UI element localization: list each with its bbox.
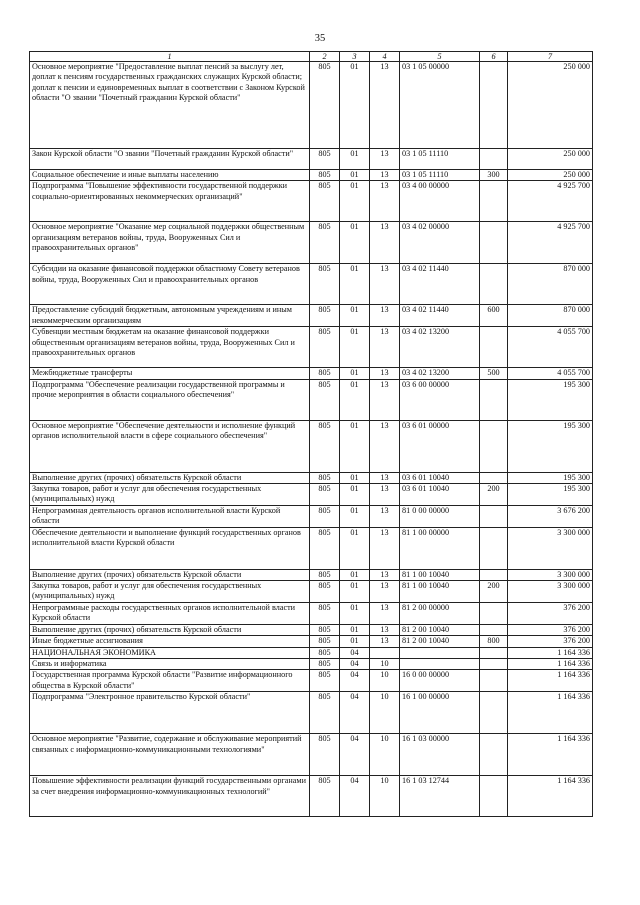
table-row: [30, 602, 593, 624]
row-name-cell: Подпрограмма "Повышение эффективности государственной поддержки социально-ориентированных некоммерческих организаций": [30, 181, 310, 222]
cell-podrazdel: 10: [370, 776, 400, 817]
cell-amount: 4 925 700: [508, 181, 593, 222]
row-name-cell: Основное мероприятие "Оказание мер социальной поддержки общественным организациям ветеранов войны, труда, Вооруженных Сил и правоохранительных органов": [30, 222, 310, 264]
cell-amount: 3 300 000: [508, 527, 593, 569]
row-name-cell: Предоставление субсидий бюджетным, автономным учреждениям и иным некоммерческим организациям: [30, 305, 310, 327]
cell-glava: 805: [310, 670, 340, 692]
cell-glava: 805: [310, 505, 340, 527]
cell-razdel: 01: [340, 170, 370, 181]
cell-amount: 1 164 336: [508, 776, 593, 817]
cell-target-article: 03 4 02 13200: [400, 327, 480, 368]
cell-glava: 805: [310, 776, 340, 817]
table-row: [30, 776, 593, 817]
cell-glava: 805: [310, 170, 340, 181]
cell-glava: 805: [310, 624, 340, 635]
row-name-cell: Подпрограмма "Обеспечение реализации государственной программы и прочие мероприятия в области социального обеспечения": [30, 379, 310, 420]
cell-amount: 1 164 336: [508, 670, 593, 692]
cell-razdel: 04: [340, 692, 370, 734]
cell-target-article: 03 6 01 00000: [400, 420, 480, 472]
cell-razdel: 01: [340, 569, 370, 580]
cell-expense-type: [480, 776, 508, 817]
cell-amount: 4 055 700: [508, 327, 593, 368]
row-name-cell: НАЦИОНАЛЬНАЯ ЭКОНОМИКА: [30, 647, 310, 658]
cell-expense-type: 600: [480, 305, 508, 327]
cell-glava: 805: [310, 527, 340, 569]
cell-razdel: 04: [340, 658, 370, 669]
cell-glava: 805: [310, 581, 340, 603]
cell-razdel: 01: [340, 527, 370, 569]
cell-expense-type: [480, 624, 508, 635]
cell-expense-type: [480, 327, 508, 368]
cell-podrazdel: 13: [370, 305, 400, 327]
cell-razdel: 01: [340, 581, 370, 603]
cell-razdel: 01: [340, 264, 370, 305]
cell-amount: 376 200: [508, 624, 593, 635]
cell-podrazdel: 13: [370, 527, 400, 569]
row-name-cell: Иные бюджетные ассигнования: [30, 636, 310, 647]
cell-amount: 250 000: [508, 62, 593, 149]
table-row: [30, 569, 593, 580]
cell-razdel: 04: [340, 734, 370, 776]
cell-podrazdel: 10: [370, 734, 400, 776]
cell-glava: 805: [310, 647, 340, 658]
row-name-cell: Межбюджетные трансферты: [30, 368, 310, 379]
cell-podrazdel: 13: [370, 62, 400, 149]
cell-razdel: 01: [340, 149, 370, 170]
table-row: [30, 505, 593, 527]
cell-target-article: 03 4 00 00000: [400, 181, 480, 222]
cell-podrazdel: 13: [370, 327, 400, 368]
cell-glava: 805: [310, 222, 340, 264]
cell-amount: 376 200: [508, 636, 593, 647]
cell-amount: 1 164 336: [508, 692, 593, 734]
cell-podrazdel: 10: [370, 658, 400, 669]
cell-target-article: 81 1 00 10040: [400, 569, 480, 580]
cell-target-article: 81 1 00 10040: [400, 581, 480, 603]
cell-target-article: 16 1 03 12744: [400, 776, 480, 817]
cell-razdel: 01: [340, 181, 370, 222]
cell-expense-type: 200: [480, 484, 508, 506]
cell-podrazdel: 13: [370, 472, 400, 483]
cell-razdel: 01: [340, 420, 370, 472]
column-header: 2: [310, 52, 340, 62]
cell-target-article: 03 6 01 10040: [400, 484, 480, 506]
column-header: 1: [30, 52, 310, 62]
cell-amount: 376 200: [508, 602, 593, 624]
cell-glava: 805: [310, 149, 340, 170]
cell-amount: 1 164 336: [508, 647, 593, 658]
cell-podrazdel: 13: [370, 379, 400, 420]
cell-amount: 195 300: [508, 472, 593, 483]
cell-amount: 195 300: [508, 379, 593, 420]
table-row: [30, 670, 593, 692]
cell-glava: 805: [310, 305, 340, 327]
cell-target-article: 03 1 05 00000: [400, 62, 480, 149]
table-row: [30, 149, 593, 170]
table-row: [30, 420, 593, 472]
cell-podrazdel: 13: [370, 222, 400, 264]
cell-podrazdel: 13: [370, 505, 400, 527]
cell-razdel: 01: [340, 62, 370, 149]
table-row: [30, 636, 593, 647]
cell-glava: 805: [310, 658, 340, 669]
cell-expense-type: [480, 569, 508, 580]
cell-glava: 805: [310, 181, 340, 222]
row-name-cell: Закупка товаров, работ и услуг для обеспечения государственных (муниципальных) нужд: [30, 484, 310, 506]
cell-podrazdel: [370, 647, 400, 658]
table-row: [30, 181, 593, 222]
column-header: 5: [400, 52, 480, 62]
cell-expense-type: [480, 602, 508, 624]
cell-expense-type: 300: [480, 170, 508, 181]
row-name-cell: Выполнение других (прочих) обязательств Курской области: [30, 624, 310, 635]
cell-razdel: 01: [340, 602, 370, 624]
cell-expense-type: [480, 264, 508, 305]
cell-podrazdel: 10: [370, 670, 400, 692]
cell-glava: 805: [310, 692, 340, 734]
cell-razdel: 01: [340, 379, 370, 420]
budget-table: [29, 51, 593, 817]
page-number: 35: [314, 33, 326, 44]
cell-podrazdel: 10: [370, 692, 400, 734]
cell-podrazdel: 13: [370, 624, 400, 635]
table-row: [30, 658, 593, 669]
cell-razdel: 01: [340, 472, 370, 483]
cell-target-article: [400, 647, 480, 658]
cell-expense-type: [480, 181, 508, 222]
cell-expense-type: [480, 658, 508, 669]
cell-amount: 250 000: [508, 149, 593, 170]
cell-amount: 3 300 000: [508, 581, 593, 603]
cell-target-article: 81 0 00 00000: [400, 505, 480, 527]
cell-expense-type: [480, 62, 508, 149]
cell-glava: 805: [310, 734, 340, 776]
cell-amount: 4 925 700: [508, 222, 593, 264]
row-name-cell: Закупка товаров, работ и услуг для обеспечения государственных (муниципальных) нужд: [30, 581, 310, 603]
cell-razdel: 01: [340, 484, 370, 506]
cell-glava: 805: [310, 420, 340, 472]
cell-podrazdel: 13: [370, 569, 400, 580]
cell-razdel: 04: [340, 647, 370, 658]
cell-podrazdel: 13: [370, 602, 400, 624]
cell-amount: 870 000: [508, 305, 593, 327]
table-row: [30, 692, 593, 734]
row-name-cell: Субсидии на оказание финансовой поддержки областному Совету ветеранов войны, труда, Вооруженных Сил и правоохранительных органов: [30, 264, 310, 305]
row-name-cell: Выполнение других (прочих) обязательств Курской области: [30, 569, 310, 580]
cell-glava: 805: [310, 368, 340, 379]
cell-glava: 805: [310, 62, 340, 149]
cell-expense-type: [480, 379, 508, 420]
cell-podrazdel: 13: [370, 636, 400, 647]
table-row: [30, 484, 593, 506]
table-row: [30, 624, 593, 635]
cell-razdel: 04: [340, 776, 370, 817]
cell-target-article: 81 2 00 10040: [400, 636, 480, 647]
cell-target-article: 16 1 00 00000: [400, 692, 480, 734]
cell-podrazdel: 13: [370, 368, 400, 379]
table-row: [30, 647, 593, 658]
cell-target-article: 03 1 05 11110: [400, 149, 480, 170]
column-header: 3: [340, 52, 370, 62]
column-header: 4: [370, 52, 400, 62]
cell-glava: 805: [310, 472, 340, 483]
column-header: 7: [508, 52, 593, 62]
cell-razdel: 01: [340, 305, 370, 327]
cell-amount: 870 000: [508, 264, 593, 305]
row-name-cell: Непрограммные расходы государственных органов исполнительной власти Курской области: [30, 602, 310, 624]
cell-target-article: 03 4 02 11440: [400, 305, 480, 327]
cell-podrazdel: 13: [370, 170, 400, 181]
table-row: [30, 527, 593, 569]
row-name-cell: Основное мероприятие "Обеспечение деятельности и исполнение функций органов исполнительной власти в сфере социального обеспечения": [30, 420, 310, 472]
cell-amount: 250 000: [508, 170, 593, 181]
cell-expense-type: [480, 149, 508, 170]
row-name-cell: Подпрограмма "Электронное правительство Курской области": [30, 692, 310, 734]
cell-target-article: [400, 658, 480, 669]
cell-target-article: 03 6 00 00000: [400, 379, 480, 420]
cell-expense-type: 500: [480, 368, 508, 379]
cell-razdel: 01: [340, 368, 370, 379]
cell-expense-type: [480, 527, 508, 569]
row-name-cell: Государственная программа Курской области "Развитие информационного общества в Курской области": [30, 670, 310, 692]
cell-glava: 805: [310, 379, 340, 420]
row-name-cell: Выполнение других (прочих) обязательств Курской области: [30, 472, 310, 483]
cell-podrazdel: 13: [370, 264, 400, 305]
cell-amount: 3 300 000: [508, 569, 593, 580]
row-name-cell: Обеспечение деятельности и выполнение функций государственных органов исполнительной власти Курской области: [30, 527, 310, 569]
cell-expense-type: 800: [480, 636, 508, 647]
table-row: [30, 327, 593, 368]
cell-target-article: 81 1 00 00000: [400, 527, 480, 569]
cell-glava: 805: [310, 602, 340, 624]
cell-glava: 805: [310, 484, 340, 506]
cell-razdel: 01: [340, 327, 370, 368]
table-row: [30, 368, 593, 379]
table-row: [30, 379, 593, 420]
cell-target-article: 16 0 00 00000: [400, 670, 480, 692]
table-row: [30, 734, 593, 776]
table-row: [30, 305, 593, 327]
cell-target-article: 03 4 02 11440: [400, 264, 480, 305]
row-name-cell: Непрограммная деятельность органов исполнительной власти Курской области: [30, 505, 310, 527]
cell-amount: 195 300: [508, 420, 593, 472]
row-name-cell: Основное мероприятие "Развитие, содержание и обслуживание мероприятий связанных с информационно-коммуникационными технологиями": [30, 734, 310, 776]
table-row: [30, 581, 593, 603]
cell-target-article: 81 2 00 10040: [400, 624, 480, 635]
cell-razdel: 01: [340, 636, 370, 647]
row-name-cell: Основное мероприятие "Предоставление выплат пенсий за выслугу лет, доплат к пенсиям государственных гражданских служащих Курской области; доплат к пенсии и единовременных выплат в соответствии с Законом Курской области "О звании "Почетный гражданин Курской области": [30, 62, 310, 149]
cell-target-article: 16 1 03 00000: [400, 734, 480, 776]
cell-expense-type: 200: [480, 581, 508, 603]
cell-target-article: 03 4 02 00000: [400, 222, 480, 264]
header-row: [30, 52, 593, 62]
table-row: [30, 472, 593, 483]
cell-expense-type: [480, 420, 508, 472]
cell-target-article: 03 1 05 11110: [400, 170, 480, 181]
row-name-cell: Субвенции местным бюджетам на оказание финансовой поддержки общественным организациям ветеранов войны, труда, Вооруженных Сил и правоохранительных органов: [30, 327, 310, 368]
row-name-cell: Закон Курской области "О звании "Почетный гражданин Курской области": [30, 149, 310, 170]
table-row: [30, 170, 593, 181]
cell-podrazdel: 13: [370, 581, 400, 603]
row-name-cell: Связь и информатика: [30, 658, 310, 669]
cell-expense-type: [480, 222, 508, 264]
cell-amount: 1 164 336: [508, 734, 593, 776]
cell-amount: 1 164 336: [508, 658, 593, 669]
cell-expense-type: [480, 734, 508, 776]
column-header: 6: [480, 52, 508, 62]
table-row: [30, 62, 593, 149]
cell-amount: 4 055 700: [508, 368, 593, 379]
cell-razdel: 04: [340, 670, 370, 692]
cell-razdel: 01: [340, 222, 370, 264]
cell-expense-type: [480, 647, 508, 658]
cell-glava: 805: [310, 327, 340, 368]
cell-glava: 805: [310, 569, 340, 580]
row-name-cell: Социальное обеспечение и иные выплаты населению: [30, 170, 310, 181]
cell-razdel: 01: [340, 505, 370, 527]
cell-amount: 195 300: [508, 484, 593, 506]
cell-amount: 3 676 200: [508, 505, 593, 527]
row-name-cell: Повышение эффективности реализации функций государственными органами за счет внедрения информационно-коммуникационных технологий": [30, 776, 310, 817]
table-row: [30, 264, 593, 305]
cell-expense-type: [480, 692, 508, 734]
cell-glava: 805: [310, 264, 340, 305]
cell-glava: 805: [310, 636, 340, 647]
cell-expense-type: [480, 472, 508, 483]
cell-podrazdel: 13: [370, 484, 400, 506]
cell-target-article: 03 6 01 10040: [400, 472, 480, 483]
cell-target-article: 81 2 00 00000: [400, 602, 480, 624]
cell-razdel: 01: [340, 624, 370, 635]
cell-expense-type: [480, 670, 508, 692]
table-body: [30, 62, 593, 817]
cell-expense-type: [480, 505, 508, 527]
cell-podrazdel: 13: [370, 181, 400, 222]
cell-target-article: 03 4 02 13200: [400, 368, 480, 379]
cell-podrazdel: 13: [370, 420, 400, 472]
table-row: [30, 222, 593, 264]
cell-podrazdel: 13: [370, 149, 400, 170]
